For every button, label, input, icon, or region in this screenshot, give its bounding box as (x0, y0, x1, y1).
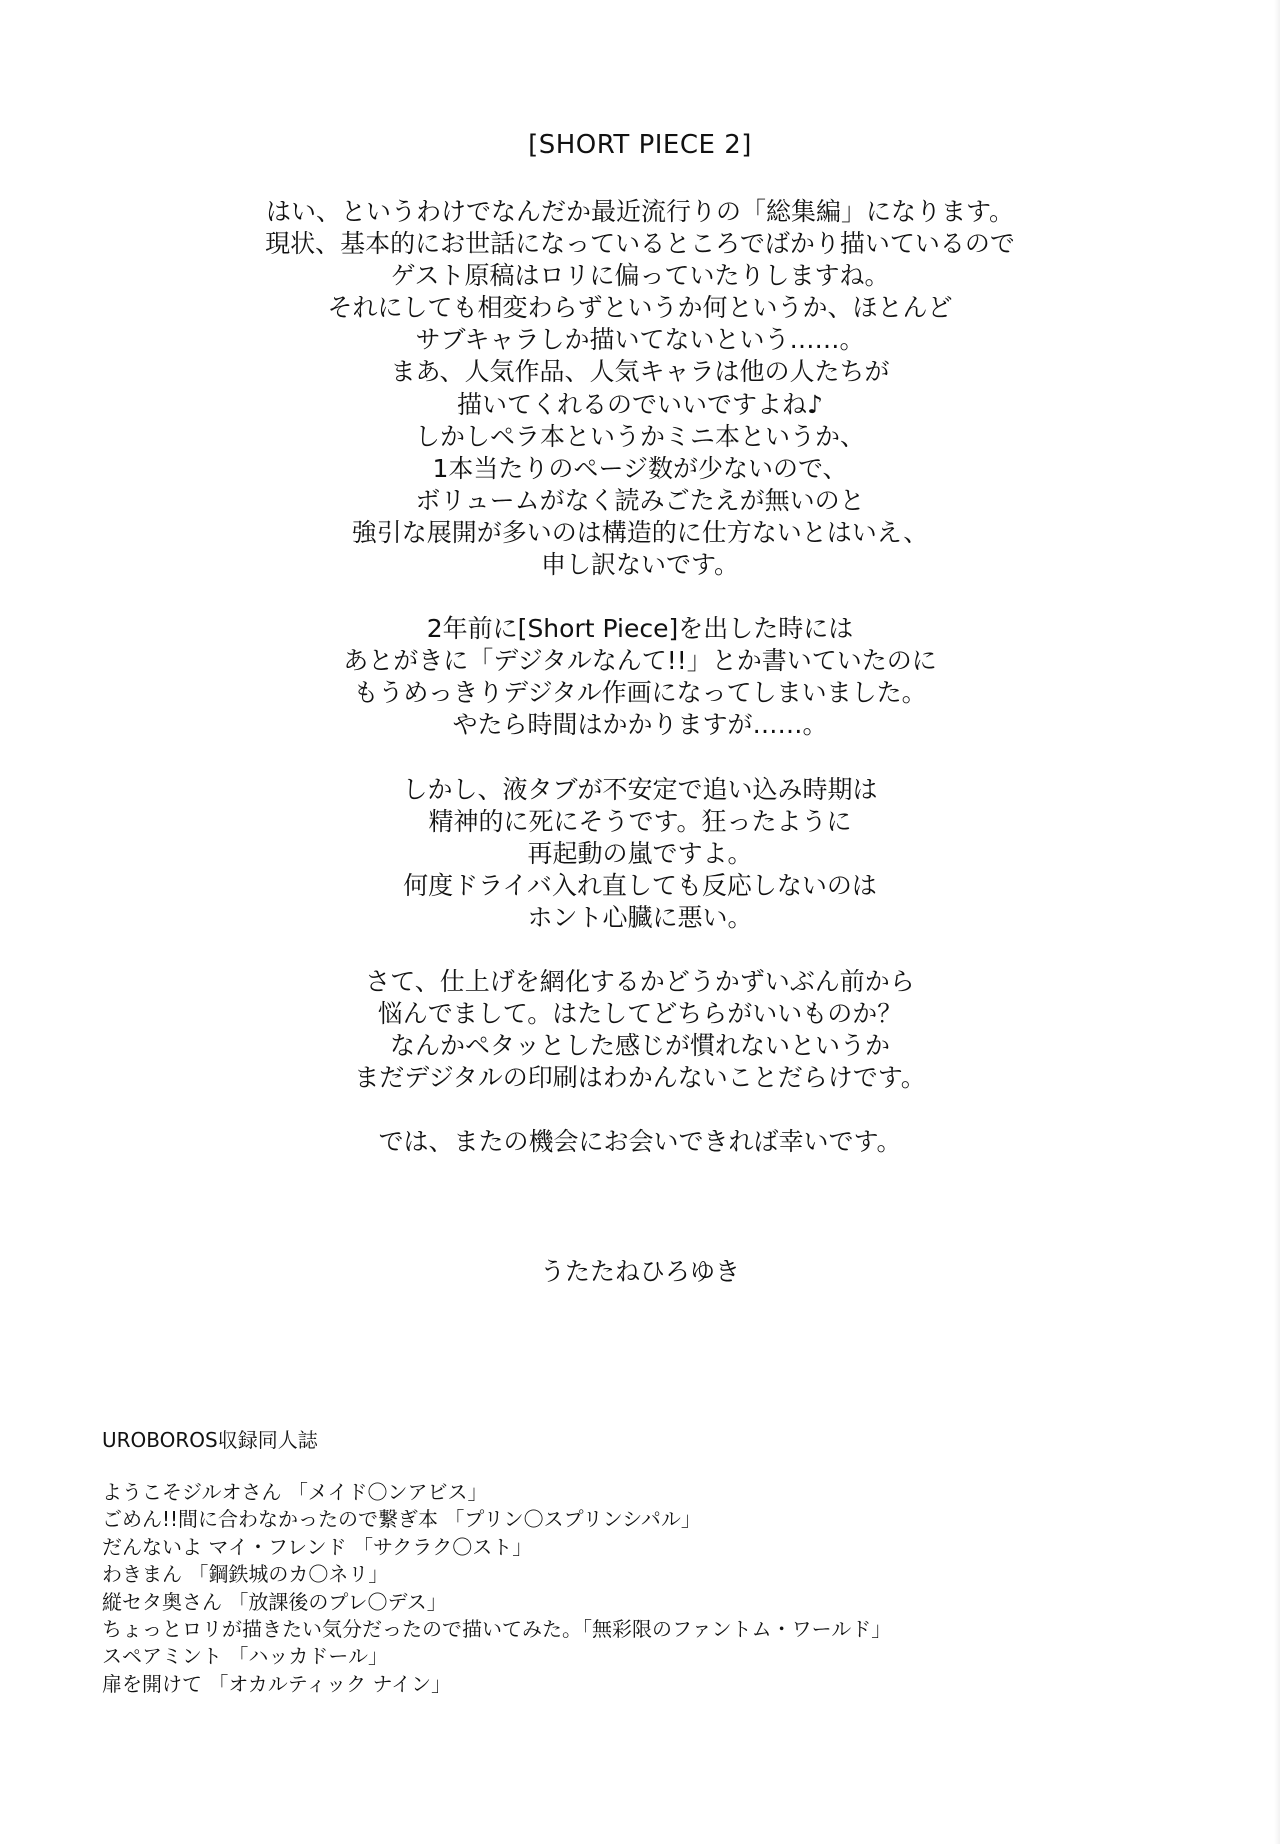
text-line: 悩んでまして。はたしてどちらがいいものか？ (377, 999, 903, 1029)
author-signature: うたたねひろゆき (539, 1257, 740, 1286)
list-item: ちょっとロリが描きたい気分だったので描いてみた。「無彩限のファントム・ワールド」 (102, 1617, 892, 1642)
text-line: なんかペタッとした感じが慣れないというか (389, 1031, 890, 1061)
text-line: 強引な展開が多いのは構造的に仕方ないとはいえ、 (351, 517, 929, 547)
text-line: 申し訳ないです。 (540, 550, 739, 580)
text-line: あとがきに「デジタルなんて!!」とか書いていたのに (343, 646, 937, 676)
index-list (102, 1479, 1202, 1698)
list-item: わきまん 「鋼鉄城のカ〇ネリ」 (102, 1562, 389, 1587)
list-item: ごめん!!間に合わなかったので繋ぎ本 「プリン〇スプリンシパル」 (102, 1507, 701, 1532)
text-line: 現状、基本的にお世話になっているところでばかり描いているので (265, 229, 1015, 259)
text-line: もうめっきりデジタル作画になってしまいました。 (353, 678, 927, 708)
text-line: しかしペラ本というかミニ本というか、 (414, 421, 865, 451)
paragraph-1 (0, 196, 1280, 581)
text-line: ボリュームがなく読みごたえが無いのと (415, 485, 865, 515)
text-line: ゲスト原稿はロリに偏っていたりしますね。 (390, 261, 890, 291)
paper-edge-shadow (1274, 0, 1280, 1844)
text-line: 何度ドライバ入れ直しても反応しないのは (403, 870, 877, 900)
text-line: 1本当たりのページ数が少ないので、 (432, 453, 848, 483)
collected-works-index (102, 1424, 1202, 1698)
text-line: 2年前に[Short Piece]を出した時には (426, 614, 854, 644)
list-item: だんないよ マイ・フレンド 「サクラク〇スト」 (102, 1534, 533, 1559)
text-line: サブキャラしか描いてないという……。 (415, 325, 865, 355)
list-item: スペアミント 「ハッカドール」 (102, 1644, 388, 1669)
text-line: 描いてくれるのでいいですよね♪ (457, 389, 823, 419)
text-line: はい、というわけでなんだか最近流行りの「総集編」になります。 (265, 197, 1014, 226)
text-line: 精神的に死にそうです。狂ったように (428, 806, 852, 836)
text-line: では、またの機会にお会いできれば幸いです。 (378, 1127, 902, 1157)
paragraph-3 (0, 774, 1280, 934)
text-line: それにしても相変わらずというか何というか、ほとんど (327, 293, 953, 323)
page-title: [SHORT PIECE 2] (528, 130, 752, 160)
text-line: まあ、人気作品、人気キャラは他の人たちが (390, 357, 890, 387)
text-line: 再起動の嵐ですよ。 (527, 838, 753, 868)
afterword-body (0, 196, 1280, 1190)
list-item: 縦セタ奥さん 「放課後のプレ〇デス」 (102, 1589, 447, 1614)
text-line: まだデジタルの印刷はわかんないことだらけです。 (354, 1063, 926, 1093)
text-line: さて、仕上げを網化するかどうかずいぶん前から (365, 966, 915, 996)
paragraph-4 (0, 966, 1280, 1094)
paragraph-2 (0, 613, 1280, 741)
list-item: 扉を開けて 「オカルティック ナイン」 (102, 1671, 452, 1696)
text-line: しかし、液タブが不安定で追い込み時期は (402, 774, 878, 804)
paragraph-5 (0, 1126, 1280, 1158)
index-heading: UROBOROS収録同人誌 (102, 1428, 318, 1452)
text-line: ホント心臓に悪い。 (527, 902, 753, 932)
list-item: ようこそジルオさん 「メイド〇ンアビス」 (102, 1480, 488, 1504)
text-line: やたら時間はかかりますが……。 (452, 710, 828, 740)
